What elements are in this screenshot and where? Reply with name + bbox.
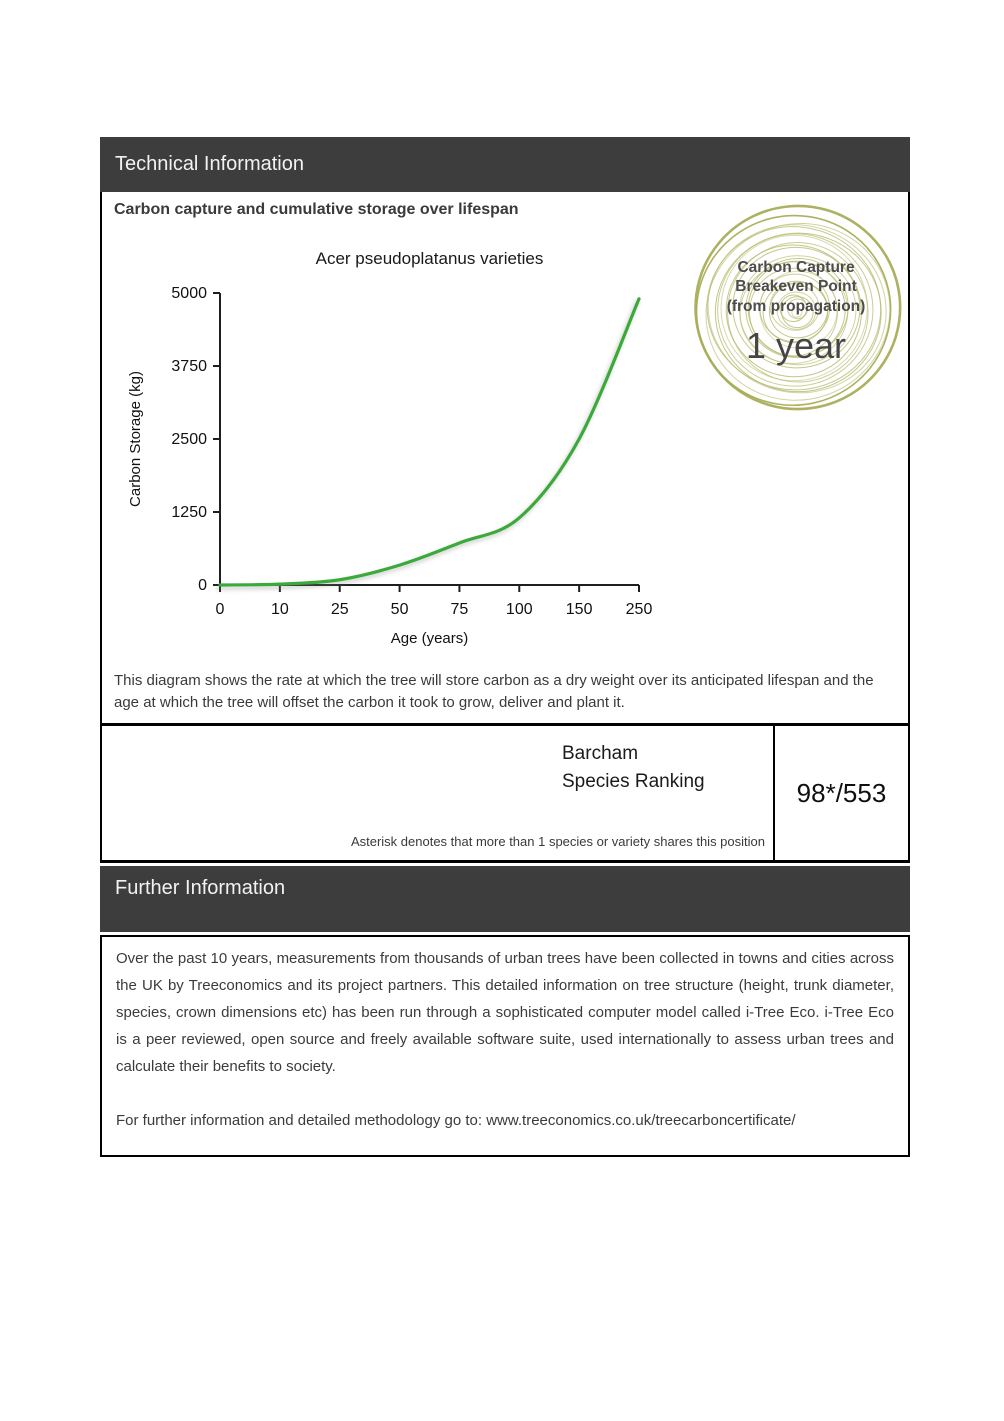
asterisk-note: Asterisk denotes that more than 1 species or variety shares this position: [350, 834, 765, 849]
further-information-panel: [100, 935, 910, 1157]
species-ranking-row: [100, 726, 910, 863]
technical-content-panel: [100, 192, 910, 726]
svg-text:100: 100: [505, 601, 533, 618]
technical-information-header: [100, 137, 910, 192]
svg-text:1250: 1250: [171, 504, 207, 521]
svg-text:Acer pseudoplatanus varieties: Acer pseudoplatanus varieties: [315, 249, 544, 268]
svg-text:Age (years): Age (years): [390, 630, 469, 647]
further-information-paragraph: Over the past 10 years, measurements from thousands of urban trees have been collected in towns and cities across the UK by Treeconomics and its project partners. This detailed information on tree structure (height, trunk diameter, species, crown dimensions etc) has been run through a sophisticated computer model called i-Tree Eco. i-Tree Eco is a peer reviewed, open source and freely available software suite, used internationally to assess urban trees and calculate their benefits to society.: [116, 950, 894, 1075]
species-ranking-label-cell: [102, 726, 775, 860]
svg-text:10: 10: [270, 601, 289, 618]
breakeven-value: 1 year: [745, 325, 847, 367]
carbon-storage-chart: [110, 242, 670, 652]
badge-line-2: Breakeven Point: [735, 278, 857, 296]
further-information-title: Further Information: [115, 877, 286, 899]
chart-description: This diagram shows the rate at which the tree will store carbon as a dry weight over its anticipated lifespan and the age at which the tree will offset the carbon it took to grow, deliver and plant it.: [114, 672, 874, 711]
svg-text:2500: 2500: [171, 431, 207, 448]
chart-section-subtitle: Carbon capture and cumulative storage over lifespan: [114, 201, 519, 218]
badge-line-1: Carbon Capture: [737, 259, 855, 276]
svg-text:3750: 3750: [171, 358, 207, 375]
certificate-document: [100, 137, 910, 1157]
svg-text:5000: 5000: [171, 285, 207, 302]
methodology-url-line: For further information and detailed methodology go to: www.treeconomics.co.uk/treecarboncertificate/: [116, 1112, 796, 1129]
svg-text:25: 25: [330, 601, 349, 618]
svg-text:50: 50: [390, 601, 409, 618]
svg-text:150: 150: [565, 601, 593, 618]
further-information-header: [100, 866, 910, 932]
breakeven-badge: [688, 202, 904, 418]
svg-text:0: 0: [215, 601, 225, 618]
svg-text:75: 75: [450, 601, 469, 618]
svg-text:Carbon Storage (kg): Carbon Storage (kg): [127, 371, 144, 507]
ranking-title-line-2: Species Ranking: [562, 771, 705, 792]
species-ranking-title: [562, 740, 705, 796]
ranking-title-line-1: Barcham: [562, 743, 639, 764]
species-ranking-value: 98*/553: [796, 777, 887, 808]
badge-line-3: (from propagation): [726, 297, 866, 315]
svg-text:250: 250: [625, 601, 653, 618]
breakeven-badge-text: [688, 202, 904, 418]
technical-information-title: Technical Information: [115, 153, 304, 175]
svg-text:0: 0: [198, 577, 207, 594]
